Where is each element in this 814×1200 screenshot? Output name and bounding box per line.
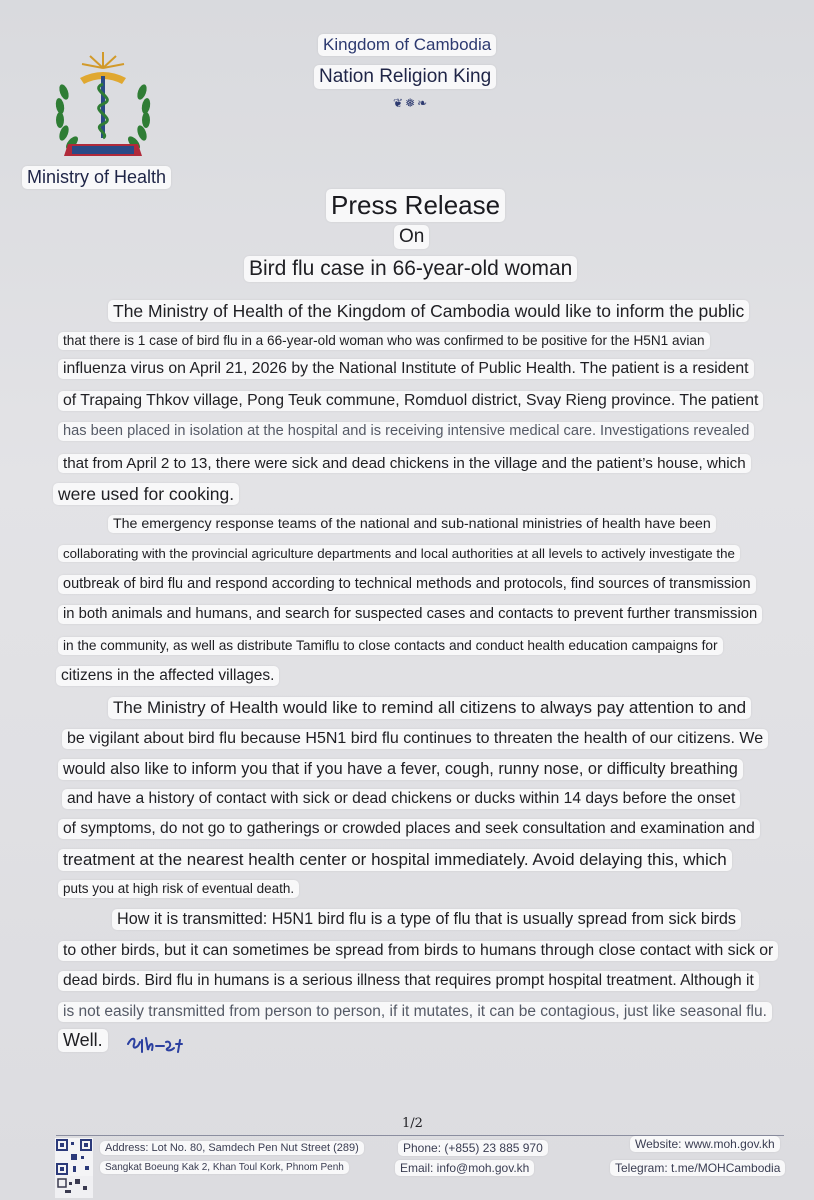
text-line: were used for cooking. <box>53 483 239 505</box>
text-line: of Trapaing Thkov village, Pong Teuk commune, Romduol district, Svay Rieng province. The patient <box>58 391 763 411</box>
text-line: to other birds, but it can sometimes be spread from birds to humans through close contact with sick or <box>58 941 778 961</box>
text-line: collaborating with the provincial agriculture departments and local authorities at all levels to actively investigate the <box>58 545 740 562</box>
press-release-subject: Bird flu case in 66-year-old woman <box>244 256 577 282</box>
text-line: The emergency response teams of the national and sub-national ministries of health have been <box>108 515 716 533</box>
text-line: is not easily transmitted from person to person, if it mutates, it can be contagious, just like seasonal flu. <box>58 1002 772 1022</box>
text-line: The Ministry of Health would like to remind all citizens to always pay attention to and <box>108 697 751 719</box>
text-line: and have a history of contact with sick or dead chickens or ducks within 14 days before the onset <box>62 789 740 809</box>
text-line: influenza virus on April 21, 2026 by the National Institute of Public Health. The patient is a resident <box>58 359 754 379</box>
text-line: treatment at the nearest health center or hospital immediately. Avoid delaying this, which <box>58 849 732 871</box>
text-line: outbreak of bird flu and respond according to technical methods and protocols, find sources of transmission <box>58 575 756 594</box>
press-release-title: Press Release <box>326 189 505 222</box>
text-line: be vigilant about bird flu because H5N1 bird flu continues to threaten the health of our citizens. We <box>62 729 768 749</box>
footer-website: Website: www.moh.gov.kh <box>630 1136 780 1152</box>
national-motto: Nation Religion King <box>314 65 496 89</box>
ministry-emblem-logo <box>50 48 156 166</box>
ministry-name: Ministry of Health <box>22 166 171 189</box>
text-line: would also like to inform you that if you have a fever, cough, runny nose, or difficulty breathing <box>58 759 743 780</box>
footer-address-line-2: Sangkat Boeung Kak 2, Khan Toul Kork, Phnom Penh <box>100 1161 349 1174</box>
text-line: Well. <box>58 1029 108 1052</box>
text-line: puts you at high risk of eventual death. <box>58 880 299 898</box>
footer-address-line-1: Address: Lot No. 80, Samdech Pen Nut Street (289) <box>100 1141 364 1155</box>
handwritten-initials-signature <box>124 1030 194 1060</box>
footer-phone: Phone: (+855) 23 885 970 <box>398 1140 548 1156</box>
text-line: citizens in the affected villages. <box>56 666 279 686</box>
page-number: 1/2 <box>402 1116 423 1131</box>
qr-code-icon <box>55 1138 93 1176</box>
kingdom-heading: Kingdom of Cambodia <box>318 34 496 56</box>
qr-code-icon-secondary <box>55 1176 93 1198</box>
text-line: that there is 1 case of bird flu in a 66-year-old woman who was confirmed to be positive for the H5N1 avian <box>58 332 710 350</box>
text-line: The Ministry of Health of the Kingdom of Cambodia would like to inform the public <box>108 300 749 322</box>
text-line: in the community, as well as distribute Tamiflu to close contacts and conduct health education campaigns for <box>58 637 723 655</box>
text-line: dead birds. Bird flu in humans is a serious illness that requires prompt hospital treatment. Although it <box>58 971 759 991</box>
text-line: that from April 2 to 13, there were sick and dead chickens in the village and the patient’s house, which <box>58 454 751 473</box>
footer-email: Email: info@moh.gov.kh <box>395 1160 534 1176</box>
decorative-ornament: ❦❅❧ <box>393 96 430 110</box>
footer-telegram: Telegram: t.me/MOHCambodia <box>610 1160 785 1176</box>
text-line: in both animals and humans, and search for suspected cases and contacts to prevent further transmission <box>58 605 762 624</box>
text-line: of symptoms, do not go to gatherings or crowded places and seek consultation and examination and <box>58 819 760 839</box>
title-on: On <box>394 225 429 249</box>
text-line: has been placed in isolation at the hospital and is receiving intensive medical care. Investigations revealed <box>58 422 754 441</box>
text-line: How it is transmitted: H5N1 bird flu is a type of flu that is usually spread from sick birds <box>112 909 741 930</box>
